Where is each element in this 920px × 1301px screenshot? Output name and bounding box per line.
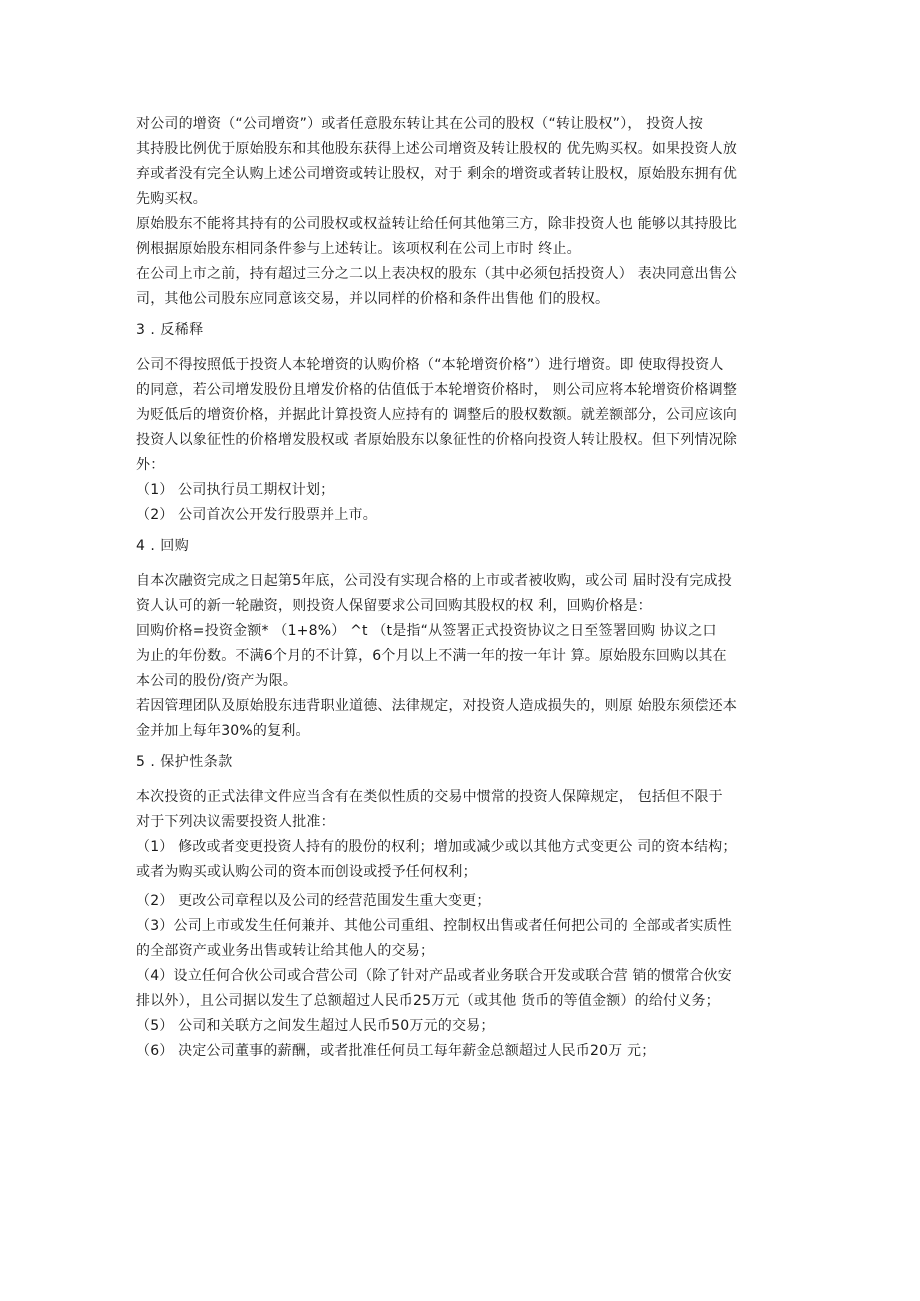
section-heading-anti-dilution: 3 . 反稀释 <box>136 322 204 338</box>
list-protective-items <box>136 889 792 1064</box>
text-line: 或者为购买或认购公司的资本而创设或授予任何权利； <box>136 864 477 880</box>
text-line: 对于下列决议需要投资人批准： <box>136 814 335 830</box>
section-heading-buyback: 4 . 回购 <box>136 538 190 554</box>
list-item: （1） 公司执行员工期权计划； <box>136 482 335 498</box>
text-line: 其持股比例优于原始股东和其他股东获得上述公司增资及转让股权的 优先购买权。如果投资人放 <box>136 141 738 157</box>
text-line: 本次投资的正式法律文件应当含有在类似性质的交易中惯常的投资人保障规定， 包括但不限于 <box>136 789 723 805</box>
text-line: 为贬低后的增资价格，并据此计算投资人应持有的 调整后的股权数额。就差额部分，公司应该向 <box>136 407 738 423</box>
text-line: 的同意，若公司增发股份且增发价格的估值低于本轮增资价格时， 则公司应将本轮增资价格调整 <box>136 382 738 398</box>
text-line: 资人认可的新一轮融资，则投资人保留要求公司回购其股权的权 利，回购价格是： <box>136 598 652 614</box>
text-line: 的全部资产或业务出售或转让给其他人的交易； <box>136 943 435 959</box>
paragraph-buyback <box>136 569 792 744</box>
text-line: 对公司的增资（“公司增资”）或者任意股东转让其在公司的股权（“转让股权”）， 投资人按 <box>136 116 704 132</box>
text-line: 本公司的股份/资产为限。 <box>136 673 298 689</box>
list-item: （2） 更改公司章程以及公司的经营范围发生重大变更； <box>136 893 491 909</box>
paragraph-anti-dilution <box>136 353 792 528</box>
text-line: 在公司上市之前，持有超过三分之二以上表决权的股东（其中必须包括投资人） 表决同意出售公 <box>136 266 738 282</box>
list-item: （3）公司上市或发生任何兼并、其他公司重组、控制权出售或者任何把公司的 全部或者实质性 <box>136 918 732 934</box>
text-line: 若因管理团队及原始股东违背职业道德、法律规定，对投资人造成损失的，则原 始股东须偿还本 <box>136 698 738 714</box>
text-line: 为止的年份数。不满6个月的不计算，6个月以上不满一年的按一年计 算。原始股东回购以其在 <box>136 648 727 664</box>
text-line: 弃或者没有完全认购上述公司增资或转让股权，对于 剩余的增资或者转让股权，原始股东拥有优 <box>136 166 738 182</box>
text-line: 回购价格=投资金额* （1+8%） ^t （t是指“从签署正式投资协议之日至签署回购 协议之口 <box>136 623 717 639</box>
text-line: 外： <box>136 457 165 473</box>
paragraph-preemptive-rights <box>136 112 792 312</box>
list-item: （2） 公司首次公开发行股票并上市。 <box>136 507 377 523</box>
text-line: 例根据原始股东相同条件参与上述转让。该项权利在公司上市时 终止。 <box>136 241 581 257</box>
paragraph-protective-provisions <box>136 785 792 885</box>
text-line: 先购买权。 <box>136 191 207 207</box>
list-item: （1） 修改或者变更投资人持有的股份的权利；增加或减少或以其他方式变更公 司的资本结构； <box>136 839 737 855</box>
list-item: （5） 公司和关联方之间发生超过人民币50万元的交易； <box>136 1018 495 1034</box>
text-line: 公司不得按照低于投资人本轮增资的认购价格（“本轮增资价格”）进行增资。即 使取得投资人 <box>136 357 724 373</box>
document-page <box>136 112 792 1064</box>
text-line: 排以外），且公司据以发生了总额超过人民币25万元（或其他 货币的等值金额）的给付义务； <box>136 993 720 1009</box>
text-line: 原始股东不能将其持有的公司股权或权益转让给任何其他第三方，除非投资人也 能够以其持股比 <box>136 216 738 232</box>
section-heading-protective-provisions: 5 . 保护性条款 <box>136 754 233 770</box>
text-line: 自本次融资完成之日起第5年底，公司没有实现合格的上市或者被收购，或公司 届时没有完成投 <box>136 573 732 589</box>
text-line: 金并加上每年30%的复利。 <box>136 723 310 739</box>
list-item: （6） 决定公司董事的薪酬，或者批准任何员工每年薪金总额超过人民币20万 元； <box>136 1043 656 1059</box>
text-line: 投资人以象征性的价格增发股权或 者原始股东以象征性的价格向投资人转让股权。但下列情况除 <box>136 432 738 448</box>
list-item: （4）设立任何合伙公司或合营公司（除了针对产品或者业务联合开发或联合营 销的惯常合伙安 <box>136 968 732 984</box>
text-line: 司，其他公司股东应同意该交易，并以同样的价格和条件出售他 们的股权。 <box>136 291 610 307</box>
